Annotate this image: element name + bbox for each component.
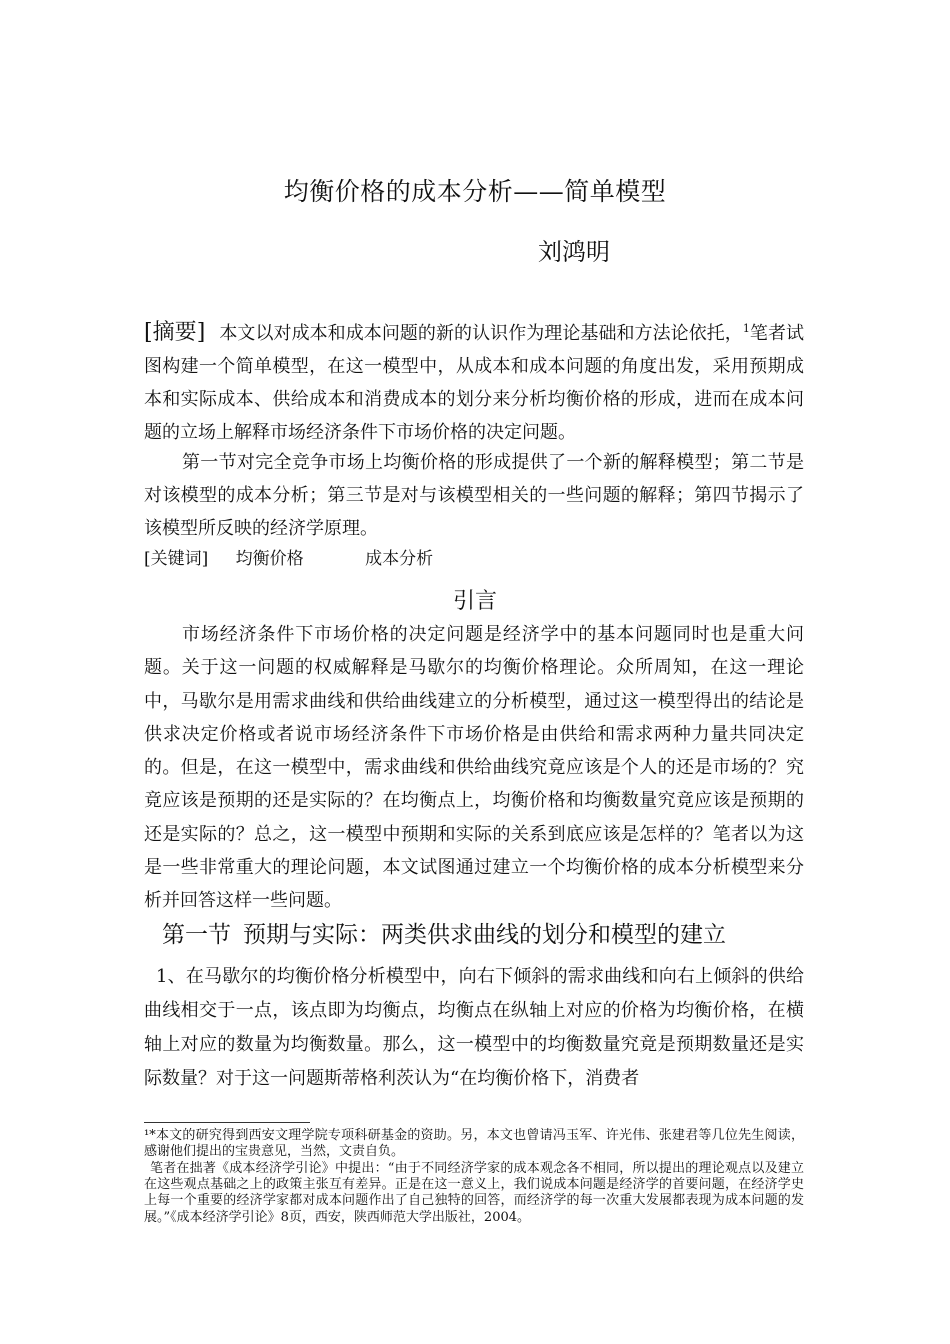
keyword-item: 成本分析 — [365, 549, 434, 569]
section-heading — [162, 916, 726, 949]
section-number: 第一节 — [162, 922, 231, 948]
section-title: 预期与实际：两类供求曲线的划分和模型的建立 — [243, 922, 726, 948]
abstract-text-b: 笔者试图构建一个简单模型，在这一模型中，从成本和成本问题的角度出发，采用预期成本和实际成本、供给成本和消费成本的划分来分析均衡价格的形成，进而在成本问题的立场上解释市场经济条件下市场价格的决定问题。 — [144, 323, 805, 443]
footnote-2: 笔者在拙著《成本经济学引论》中提出：“由于不同经济学家的成本观念各不相同，所以提出的理论观点以及建立在这些观点基础之上的政策主张互有差异。正是在这一意义上，我们说成本问题是经济学的首要问题，在经济学史上每一个重要的经济学家都对成本问题作出了自己独特的回答，而经济学的每一次重大发展都表现为成本问题的发展。”《成本经济学引论》8页，西安，陕西师范大学出版社，2004。 — [144, 1161, 804, 1225]
intro-heading: 引言 — [452, 589, 497, 614]
paper-title: 均衡价格的成本分析——简单模型 — [283, 177, 667, 206]
section-text: 在马歇尔的均衡价格分析模型中，向右下倾斜的需求曲线和向右上倾斜的供给曲线相交于一点，该点即为均衡点，均衡点在纵轴上对应的价格为均衡价格，在横轴上对应的数量为均衡数量。那么，这一模型中的均衡数量究竟是预期数量还是实际数量？对于这一问题斯蒂格利茨认为“在均衡价格下，消费者 — [144, 966, 804, 1089]
section-item-number: 1、 — [156, 966, 186, 987]
footnote-1: ¹*本文的研究得到西安文理学院专项科研基金的资助。另，本文也曾请冯玉军、许光伟、张建君等几位先生阅读，感谢他们提出的宝贵意见，当然，文责自负。 — [144, 1128, 804, 1160]
abstract-label: [摘要] — [144, 320, 206, 345]
abstract-paragraph — [144, 312, 804, 449]
keyword-item: 均衡价格 — [235, 549, 304, 569]
footnote-mark: 1 — [742, 322, 750, 335]
abstract-second-paragraph: 第一节对完全竞争市场上均衡价格的形成提供了一个新的解释模型；第二节是对该模型的成本分析；第三节是对与该模型相关的一些问题的解释；第四节揭示了该模型所反映的经济学原理。 — [144, 452, 804, 539]
abstract-text-a: 本文以对成本和成本问题的新的认识作为理论基础和方法论依托， — [219, 323, 743, 344]
keywords-line — [144, 544, 433, 569]
section-paragraph — [144, 960, 804, 1096]
author-name: 刘鸿明 — [538, 238, 610, 266]
keywords-label: [关键词] — [144, 549, 209, 569]
intro-paragraph: 市场经济条件下市场价格的决定问题是经济学中的基本问题同时也是重大问题。关于这一问题的权威解释是马歇尔的均衡价格理论。众所周知，在这一理论中，马歇尔是用需求曲线和供给曲线建立的分析模型，通过这一模型得出的结论是供求决定价格或者说市场经济条件下市场价格是由供给和需求两种力量共同决定的。但是，在这一模型中，需求曲线和供给曲线究竟应该是个人的还是市场的？究竟应该是预期的还是实际的？在均衡点上，均衡价格和均衡数量究竟应该是预期的还是实际的？总之，这一模型中预期和实际的关系到底应该是怎样的？笔者以为这是一些非常重大的理论问题，本文试图通过建立一个均衡价格的成本分析模型来分析并回答这样一些问题。 — [144, 624, 804, 912]
footnote-divider — [144, 1122, 310, 1123]
